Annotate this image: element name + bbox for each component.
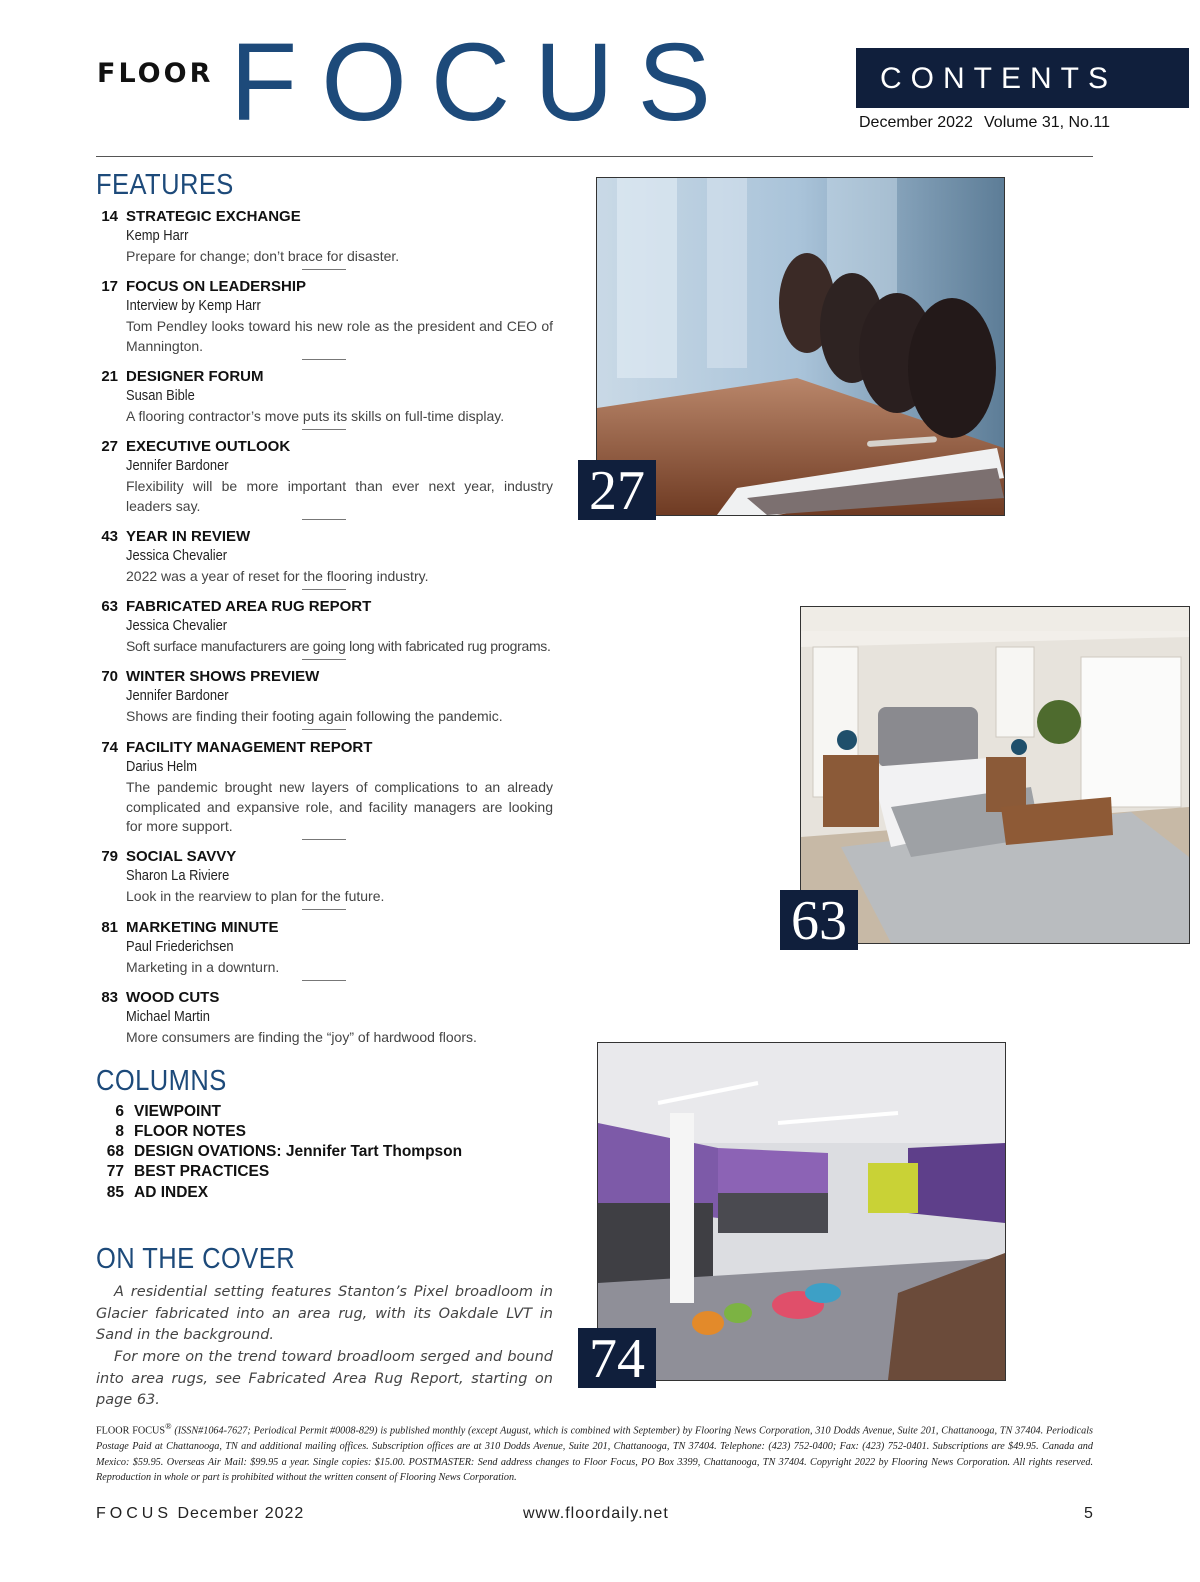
feature-title: WINTER SHOWS PREVIEW [126, 668, 320, 685]
features-heading: FEATURES [96, 169, 234, 201]
library-photo[interactable] [597, 1042, 1006, 1381]
entry-divider [302, 729, 346, 730]
feature-author: Michael Martin [126, 1008, 210, 1025]
entry-divider [302, 519, 346, 520]
column-title: BEST PRACTICES [134, 1163, 270, 1180]
feature-page-number: 81 [101, 919, 118, 936]
feature-title: FOCUS ON LEADERSHIP [126, 278, 307, 295]
columns-heading: COLUMNS [96, 1065, 227, 1097]
feature-entry[interactable] [96, 668, 556, 724]
feature-entry[interactable] [96, 278, 556, 354]
conference-room-photo[interactable] [596, 177, 1005, 516]
feature-page-number: 14 [101, 208, 118, 225]
feature-page-number: 27 [101, 438, 118, 455]
feature-description: More consumers are finding the “joy” of hardwood floors. [126, 1029, 477, 1045]
feature-author: Kemp Harr [126, 227, 189, 244]
entry-divider [302, 839, 346, 840]
contents-label: CONTENTS [880, 62, 1117, 95]
column-entry[interactable] [96, 1163, 556, 1183]
column-entry[interactable] [96, 1184, 556, 1204]
feature-page-number: 21 [101, 368, 118, 385]
column-page-number: 6 [115, 1103, 124, 1120]
column-page-number: 68 [106, 1143, 124, 1160]
legal-brand: FLOOR FOCUS [96, 1425, 166, 1437]
feature-entry[interactable] [96, 528, 556, 584]
column-page-number: 77 [106, 1163, 124, 1180]
feature-title: SOCIAL SAVVY [126, 848, 237, 865]
feature-page-number: 70 [101, 668, 118, 685]
footer-website-link[interactable]: www.floordaily.net [523, 1505, 669, 1522]
conference-room-illustration [597, 178, 1004, 515]
feature-author: Susan Bible [126, 387, 195, 404]
feature-page-number: 43 [101, 528, 118, 545]
feature-entry[interactable] [96, 438, 556, 514]
feature-description: Marketing in a downturn. [126, 959, 280, 975]
feature-page-number: 79 [101, 848, 118, 865]
feature-title: WOOD CUTS [126, 989, 220, 1006]
feature-title: EXECUTIVE OUTLOOK [126, 438, 291, 455]
issue-volume: Volume 31, No.11 [984, 114, 1111, 131]
entry-divider [302, 359, 346, 360]
feature-description: Flexibility will be more important than ever next year, industry leaders say. [126, 478, 553, 514]
brand-floor-wordmark: FLOOR [97, 58, 214, 89]
feature-author: Jessica Chevalier [126, 547, 228, 564]
feature-page-number: 63 [101, 598, 118, 615]
footer-brand: FOCUS [96, 1505, 172, 1522]
footer-publication [96, 1505, 304, 1523]
feature-title: FACILITY MANAGEMENT REPORT [126, 739, 373, 756]
feature-entry[interactable] [96, 989, 556, 1045]
column-title: VIEWPOINT [134, 1103, 221, 1120]
entry-divider [302, 429, 346, 430]
page-number: 5 [1084, 1505, 1093, 1522]
cover-paragraph: A residential setting features Stanton’s Pixel broadloom in Glacier fabricated into an area rug, with its Oakdale LVT in Sand in the background. [96, 1284, 553, 1343]
feature-entry[interactable] [96, 739, 556, 834]
bedroom-photo[interactable] [800, 606, 1190, 944]
issue-date: December 2022 [859, 114, 973, 131]
feature-description: Look in the rearview to plan for the future. [126, 888, 385, 904]
brand-focus-wordmark: FOCUS [230, 21, 735, 144]
column-title: AD INDEX [134, 1184, 209, 1201]
feature-title: DESIGNER FORUM [126, 368, 264, 385]
feature-author: Interview by Kemp Harr [126, 297, 261, 314]
feature-description: 2022 was a year of reset for the flooring industry. [126, 568, 429, 584]
feature-author: Jennifer Bardoner [126, 457, 229, 474]
feature-page-number: 17 [101, 278, 118, 295]
feature-description: The pandemic brought new layers of complications to an already complicated and expansive role, and facility managers are looking for more support. [126, 779, 553, 834]
library-illustration [598, 1043, 1005, 1380]
column-entry[interactable] [96, 1123, 556, 1143]
feature-author: Jessica Chevalier [126, 617, 228, 634]
cover-heading: ON THE COVER [96, 1243, 296, 1275]
legal-text: (ISSN#1064-7627; Periodical Permit #0008-829) is published monthly (except August, which is combined with September) by Flooring News Corporation, 310 Dodds Avenue, Suite 201, Chattanooga, TN 37404. Periodicals Postage Paid at Chattanooga, TN and additional mailing offices. Subscription offices are at 310 Dodds Avenue, Suite 201, Chattanooga, TN 37404. Telephone: (423) 752-0400; Fax: (423) 752-0401. Subscriptions are $49.95. Canada and Mexico: $59.95. Overseas Air Mail: $99.95 a year. Single copies: $15.00. POSTMASTER: Send address changes to Floor Focus, PO Box 3399, Chattanooga, TN 37404. Copyright 2022 by Flooring News Corporation. All rights reserved. Reproduction in whole or part is prohibited without the written consent of Flooring News Corporation. [96, 1425, 1093, 1484]
feature-entry[interactable] [96, 368, 556, 424]
page-badge: 27 [578, 460, 656, 520]
feature-entry[interactable] [96, 919, 556, 975]
entry-divider [302, 980, 346, 981]
feature-title: FABRICATED AREA RUG REPORT [126, 598, 372, 615]
entry-divider [302, 659, 346, 660]
entry-divider [302, 909, 346, 910]
feature-title: MARKETING MINUTE [126, 919, 279, 936]
feature-description: Soft surface manufacturers are going long with fabricated rug programs. [126, 638, 551, 654]
publication-notice [96, 1419, 1093, 1486]
header-divider [96, 156, 1093, 157]
feature-entry[interactable] [96, 598, 556, 654]
bedroom-illustration [801, 607, 1189, 943]
column-page-number: 85 [106, 1184, 124, 1201]
feature-description: A flooring contractor’s move puts its skills on full-time display. [126, 408, 505, 424]
feature-description: Shows are finding their footing again following the pandemic. [126, 708, 503, 724]
feature-author: Darius Helm [126, 758, 197, 775]
entry-divider [302, 269, 346, 270]
page-badge: 63 [780, 890, 858, 950]
entry-divider [302, 589, 346, 590]
feature-title: STRATEGIC EXCHANGE [126, 208, 301, 225]
feature-description: Prepare for change; don’t brace for disaster. [126, 248, 400, 264]
column-entry[interactable] [96, 1143, 556, 1163]
registered-mark: ® [165, 1421, 172, 1431]
feature-author: Sharon La Riviere [126, 867, 230, 884]
column-title: FLOOR NOTES [134, 1123, 246, 1140]
feature-description: Tom Pendley looks toward his new role as the president and CEO of Mannington. [126, 318, 553, 354]
feature-title: YEAR IN REVIEW [126, 528, 251, 545]
footer-date: December 2022 [177, 1505, 305, 1522]
feature-author: Paul Friederichsen [126, 938, 234, 955]
column-entry[interactable] [96, 1103, 556, 1123]
column-title: DESIGN OVATIONS: Jennifer Tart Thompson [134, 1143, 463, 1160]
feature-author: Jennifer Bardoner [126, 687, 229, 704]
cover-paragraph: For more on the trend toward broadloom serged and bound into area rugs, see Fabricated Area Rug Report, starting on page 63. [96, 1349, 553, 1408]
feature-page-number: 83 [101, 989, 118, 1006]
feature-entry[interactable] [96, 848, 556, 904]
feature-entry[interactable] [96, 208, 556, 264]
column-page-number: 8 [115, 1123, 124, 1140]
feature-page-number: 74 [101, 739, 118, 756]
page-badge: 74 [578, 1328, 656, 1388]
